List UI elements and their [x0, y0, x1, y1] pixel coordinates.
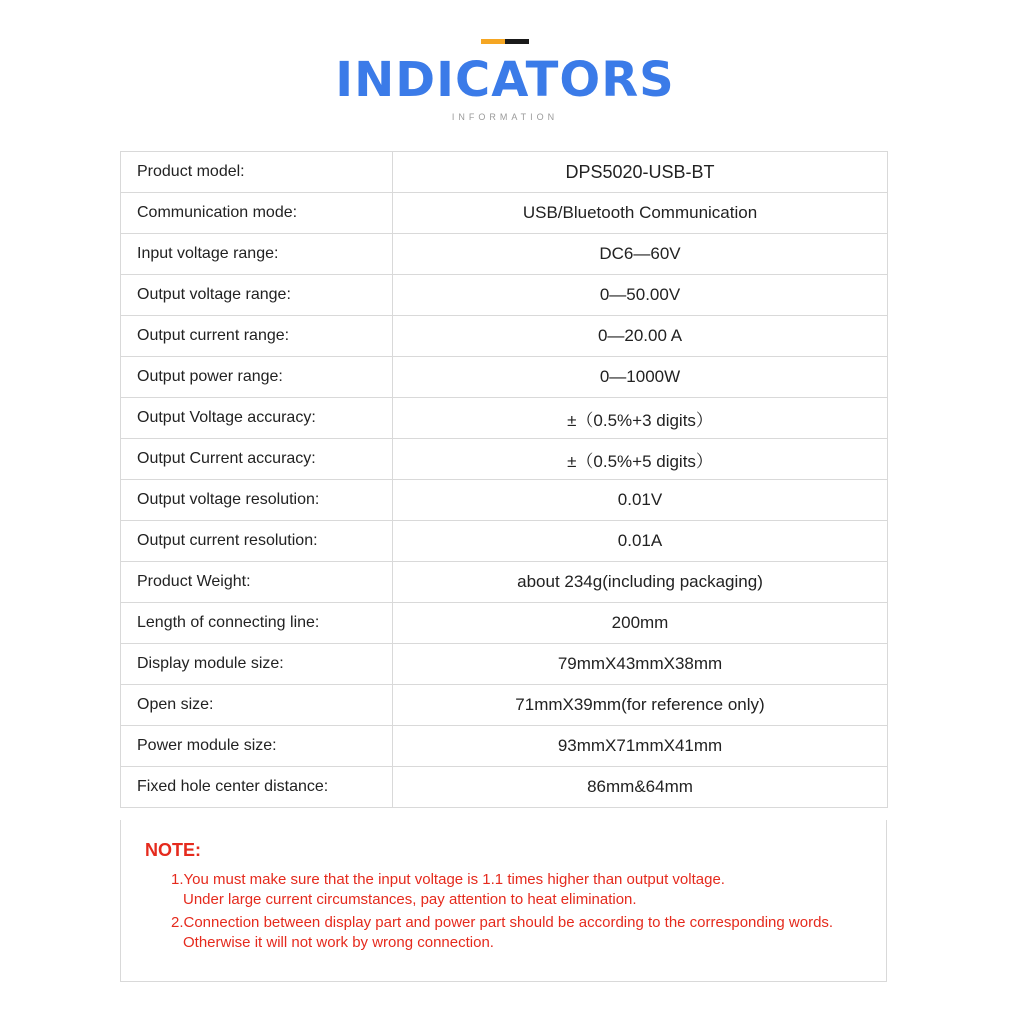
spec-row: [121, 726, 888, 767]
spec-row: [121, 398, 888, 439]
spec-row: [121, 275, 888, 316]
spec-value: 0—20.00 A: [393, 316, 888, 357]
spec-value: 200mm: [393, 603, 888, 644]
note-item-line: 2.Connection between display part and power part should be according to the corresponding words.: [171, 914, 834, 931]
spec-row: [121, 644, 888, 685]
spec-value: 0—50.00V: [393, 275, 888, 316]
accent-bar-orange: [481, 39, 505, 44]
page-title: INDICATORS: [335, 52, 675, 108]
spec-value: 0.01A: [393, 521, 888, 562]
spec-label: Display module size:: [121, 644, 393, 685]
note-list: [171, 870, 876, 956]
spec-row: [121, 357, 888, 398]
spec-row: [121, 439, 888, 480]
spec-row: [121, 685, 888, 726]
spec-label: Output voltage resolution:: [121, 480, 393, 521]
spec-label: Output current range:: [121, 316, 393, 357]
spec-row: [121, 480, 888, 521]
note-item: [171, 913, 876, 953]
spec-label: Power module size:: [121, 726, 393, 767]
spec-label: Product model:: [121, 152, 393, 193]
spec-label: Output Current accuracy:: [121, 439, 393, 480]
spec-label: Open size:: [121, 685, 393, 726]
spec-table: [120, 151, 888, 808]
spec-row: [121, 767, 888, 808]
spec-row: [121, 193, 888, 234]
spec-label: Product Weight:: [121, 562, 393, 603]
note-item: [171, 870, 876, 910]
page-subtitle: INFORMATION: [451, 112, 559, 122]
spec-label: Length of connecting line:: [121, 603, 393, 644]
note-item-line: Otherwise it will not work by wrong connection.: [183, 934, 494, 951]
spec-value: 0.01V: [393, 480, 888, 521]
spec-row: [121, 234, 888, 275]
note-item-line: 1.You must make sure that the input voltage is 1.1 times higher than output voltage.: [171, 871, 725, 888]
spec-row: [121, 521, 888, 562]
spec-value: 71mmX39mm(for reference only): [393, 685, 888, 726]
spec-label: Output Voltage accuracy:: [121, 398, 393, 439]
accent-bar-black: [505, 39, 529, 44]
spec-row: [121, 316, 888, 357]
spec-value: 86mm&64mm: [393, 767, 888, 808]
spec-value: DC6—60V: [393, 234, 888, 275]
spec-row: [121, 603, 888, 644]
spec-label: Output voltage range:: [121, 275, 393, 316]
note-box: [120, 820, 887, 982]
spec-row: [121, 152, 888, 193]
spec-label: Output power range:: [121, 357, 393, 398]
spec-label: Input voltage range:: [121, 234, 393, 275]
spec-value: ±（0.5%+5 digits）: [393, 439, 888, 480]
spec-label: Fixed hole center distance:: [121, 767, 393, 808]
spec-value: 0—1000W: [393, 357, 888, 398]
header-accent-bar: [481, 39, 529, 44]
spec-value: about 234g(including packaging): [393, 562, 888, 603]
spec-value: USB/Bluetooth Communication: [393, 193, 888, 234]
spec-row: [121, 562, 888, 603]
spec-value: 79mmX43mmX38mm: [393, 644, 888, 685]
spec-value: 93mmX71mmX41mm: [393, 726, 888, 767]
spec-label: Communication mode:: [121, 193, 393, 234]
note-title: NOTE:: [145, 840, 201, 860]
note-item-line: Under large current circumstances, pay attention to heat elimination.: [183, 891, 637, 908]
spec-label: Output current resolution:: [121, 521, 393, 562]
spec-value: ±（0.5%+3 digits）: [393, 398, 888, 439]
spec-value: DPS5020-USB-BT: [393, 152, 888, 193]
